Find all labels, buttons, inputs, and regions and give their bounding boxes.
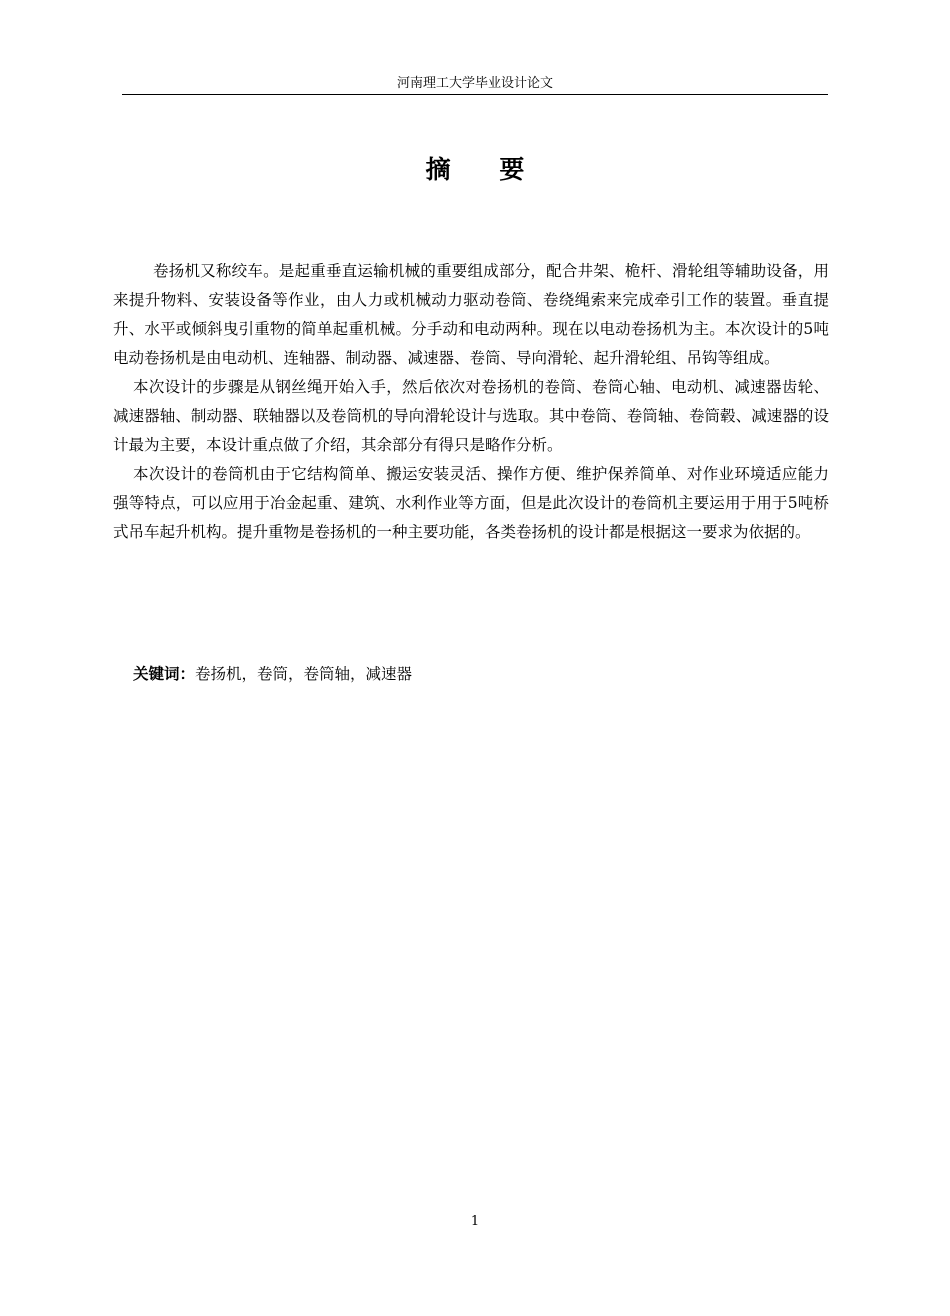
keywords-value: 卷扬机，卷筒，卷筒轴，减速器 (195, 665, 413, 683)
page-title: 摘 要 (425, 155, 545, 184)
keywords-label: 关键词： (133, 664, 196, 683)
abstract-paragraph-3: 本次设计的卷筒机由于它结构简单、搬运安装灵活、操作方便、维护保养简单、对作业环境适应能力强等特点，可以应用于冶金起重、建筑、水利作业等方面，但是此次设计的卷筒机主要运用于用于5吨桥式吊车起升机构。提升重物是卷扬机的一种主要功能，各类卷扬机的设计都是根据这一要求为依据的。 (113, 465, 829, 541)
page-number: 1 (470, 1214, 480, 1229)
abstract-paragraph-2: 本次设计的步骤是从钢丝绳开始入手，然后依次对卷扬机的卷筒、卷筒心轴、电动机、减速器齿轮、减速器轴、制动器、联轴器以及卷筒机的导向滑轮设计与选取。其中卷筒、卷筒轴、卷筒毂、减速器的设计最为主要，本设计重点做了介绍，其余部分有得只是略作分析。 (113, 378, 829, 454)
abstract-body (113, 257, 829, 547)
header-title: 河南理工大学毕业设计论文 (396, 76, 553, 91)
abstract-paragraph-1: 卷扬机又称绞车。是起重垂直运输机械的重要组成部分，配合井架、桅杆、滑轮组等辅助设备，用来提升物料、安装设备等作业，由人力或机械动力驱动卷筒、卷绕绳索来完成牵引工作的装置。垂直提升、水平或倾斜曳引重物的简单起重机械。分手动和电动两种。现在以电动卷扬机为主。本次设计的5吨电动卷扬机是由电动机、连轴器、制动器、减速器、卷筒、导向滑轮、起升滑轮组、吊钩等组成。 (113, 262, 829, 367)
keywords-line (133, 659, 412, 689)
page-header (122, 74, 828, 95)
